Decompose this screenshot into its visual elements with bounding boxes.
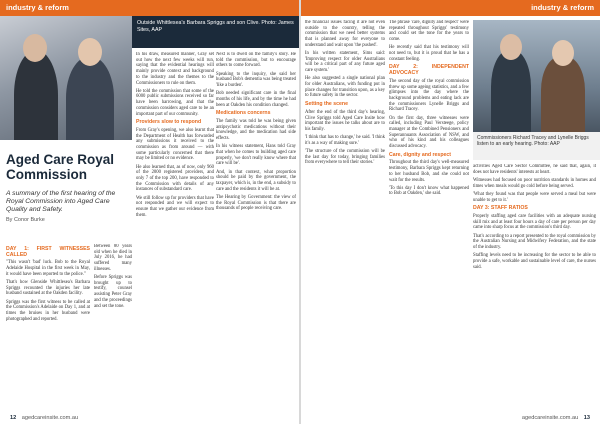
paragraph: Next is to dwell on the family's story. He told the commission, but to encourage others to come forward.	[216, 52, 296, 69]
page-footer	[522, 412, 594, 424]
section-header: industry & reform	[0, 0, 299, 16]
paragraph: Before Spriggs was brought up to testify, counsel assisting Peter Gray and the proceedings and set the tone.	[94, 275, 132, 309]
paragraph: He told the commission that some of the 6000 public submissions received so far have been harrowing, and that the commission considers aged care to be an important part of our community.	[136, 88, 214, 117]
subheading: Setting the scene	[305, 101, 348, 108]
paragraph: The Hearing by Government: the view of the Royal Commission is that there are thousands of people receiving care.	[216, 194, 296, 212]
article-column	[216, 52, 296, 408]
paragraph: 'The structure of the commission will be the last day for today, bringing families from everywhere to tell their stories.'	[305, 149, 385, 166]
subheading: Care, dignity and respect	[389, 151, 451, 158]
subheading: Providers slow to respond	[136, 119, 202, 126]
subheading: DAY 3: STAFF RATIOS	[473, 205, 528, 212]
paragraph: Bob needed significant care in the final months of his life, and by the time he had been at Oakden his condition changed.	[216, 91, 296, 108]
paragraph: 'I think that has to change,' he said. 'I think it's as a way of making sure.'	[305, 135, 385, 146]
site-url[interactable]: agedcareinsite.com.au	[21, 415, 79, 421]
person-figure	[66, 56, 114, 140]
paragraph: 'What they found was that people were served a meal but were unable to get to it.'	[473, 191, 596, 203]
paragraph: The second day of the royal commission threw up some ageing statistics, and a few glimpses into the day where the background problems and eating lack are the commissioners Lynelle Briggs and Richard Tracey.	[389, 78, 469, 113]
paragraph: We still follow up for providers that have not responded and we will expect to ensure that we gather our evidence from them.	[136, 195, 214, 218]
paragraph: Between 80 years old when he died in July 2016, he had suffered many illnesses.	[94, 244, 132, 272]
paragraph: And, in that context, what proportion should be paid by the government, the taxpayer, which is, in the end, a subsidy to care and the residents it will be at.	[216, 169, 296, 192]
article-photo	[473, 20, 600, 132]
paragraph: 'To this day I don't know what happened to Bob at Oakden,' she said.	[389, 185, 469, 197]
right-page	[301, 0, 600, 424]
paragraph: the financial issues facing it are not even outside to the country, telling the commission that we need better systems that is planned away for everyone to understand and wait upon 'the pushed'.	[305, 20, 385, 48]
person-head	[552, 40, 574, 66]
paragraph: In his written statement, Sims said: 'Improving respect for older Australians will be a critical part of any future aged care system.'	[305, 51, 385, 74]
person-head	[23, 34, 47, 62]
person-figure	[14, 50, 58, 140]
page-footer	[6, 412, 78, 424]
paragraph: From Gray's opening, we also learnt that the Department of Health has forwarded any submissions it received to the commission as from around — with some particularly concerned that there may be limited or no evidence.	[136, 127, 214, 162]
paragraph: The family was told he was being given antipsychotic medications without their knowledge, and the medication had side effects.	[216, 119, 296, 142]
paragraph: Throughout the third day's well-measured testimony, Barbara Spriggs kept returning to her husband Bob, and she could not wait for the results.	[389, 160, 469, 183]
paragraph: He also learned that, as of now, only 960 of the 2000 registered providers, and only 7 of the top 200, have responded to the Commission with details of any instances of substandard care.	[136, 164, 214, 193]
paragraph: That's according to a report presented to the royal commission by the Australian Nursing and Midwifery Federation, and the state of the industry.	[473, 233, 596, 250]
article-header	[6, 152, 132, 223]
article-column	[94, 244, 132, 408]
subheading: DAY 1: FIRST WITNESSES CALLED	[6, 246, 90, 258]
paragraph: Witnesses had focused on poor nutrition standards in homes and times when meals would go cold before being served.	[473, 177, 596, 189]
article-photo	[0, 16, 132, 140]
paragraph: activities Aged Care Sector Committee, he said that, again, it does not have residents' interests at heart.	[473, 164, 596, 175]
paragraph: After the end of the third day's hearing, Clive Spriggs told Aged Care Insite how important the issues he talks about are to his family.	[305, 109, 385, 132]
article-standfirst: A summary of the first hearing of the Royal Commission into Aged Care Quality and Safety.	[6, 190, 116, 214]
paragraph: The phrase 'care, dignity and respect' were repeated throughout Spriggs' testimony and could set the tone for the years to come.	[389, 20, 469, 43]
page-number: 12	[10, 415, 17, 421]
subheading: Medications concerns	[216, 110, 271, 117]
person-head	[500, 34, 522, 60]
section-header: industry & reform	[301, 0, 600, 16]
paragraph: In his witness statement, Hans told Gray that when he comes to building aged care properly, 'we don't really know where that care will be'.	[216, 144, 296, 167]
paragraph: He also suggested a single national plan for older Australians, with funding put in place changes for transition upon, as a key to future safety in the sector.	[305, 76, 385, 99]
paragraph: That's how Glenside Whittlesea's Barbara Spriggs recounted the injuries her late husband sustained at the Oakden facility.	[6, 280, 90, 297]
photo-caption: Commissioners Richard Tracey and Lynelle Briggs listen to an early hearing. Photo: AAP	[473, 132, 600, 160]
article-column	[136, 52, 214, 408]
article-byline: By Conor Burke	[6, 216, 45, 223]
paragraph: Properly staffing aged care facilities with an adequate nursing skill mix and at least four hours a day of care per person per day came into sharp focus at the commission's third day.	[473, 213, 596, 231]
left-page	[0, 0, 299, 424]
site-url[interactable]: agedcareinsite.com.au	[521, 415, 579, 421]
subheading: DAY 2: INDEPENDENT ADVOCACY	[389, 64, 469, 77]
paragraph: He recently said that his testimony will not need to, but it is proud that he has a constant feeling.	[389, 45, 469, 62]
paragraph: Staffing levels need to be increasing for the sector to be able to provide a safe, workable and sustainable level of care, the nurses said.	[473, 253, 596, 270]
paragraph: "This wasn't 'bad' luck. Bob to the Royal Adelaide Hospital in the first week in May, it would have been reported to the police."	[6, 260, 90, 277]
person-figure	[491, 50, 531, 132]
photo-caption: Outside Whittlesea's Barbara Spriggs and son Clive. Photo: James Sites, AAP	[132, 16, 299, 48]
paragraph: In his draw, measured manner, Gray set out how the next few weeks will run, saying that the evidential hearings will mainly provide context and background to the industry and the themes to the Commissioners to rule on them.	[136, 52, 214, 86]
article-column	[305, 20, 385, 408]
article-title: Aged Care Royal Commission	[6, 152, 115, 182]
paragraph: Speaking to the inquiry, she said her husband Bob's dementia was being treated 'like a burden'.	[216, 71, 296, 89]
person-head	[78, 38, 102, 66]
article-column	[6, 244, 90, 408]
article-column	[473, 164, 596, 408]
article-column	[389, 20, 469, 408]
person-figure	[541, 56, 585, 132]
paragraph: Spriggs was the first witness to be called at the Commission's Adelaide on Day 1, and at times the bruises in her husband were photographed and reported.	[6, 299, 90, 322]
page-number: 13	[583, 415, 590, 421]
paragraph: On the first day, three witnesses were called, including Paul Versteege, policy manager at the Combined Pensioners and Superannuants Association of NSW, and who of his kind and his colleagues discussed advocacy.	[389, 115, 469, 150]
